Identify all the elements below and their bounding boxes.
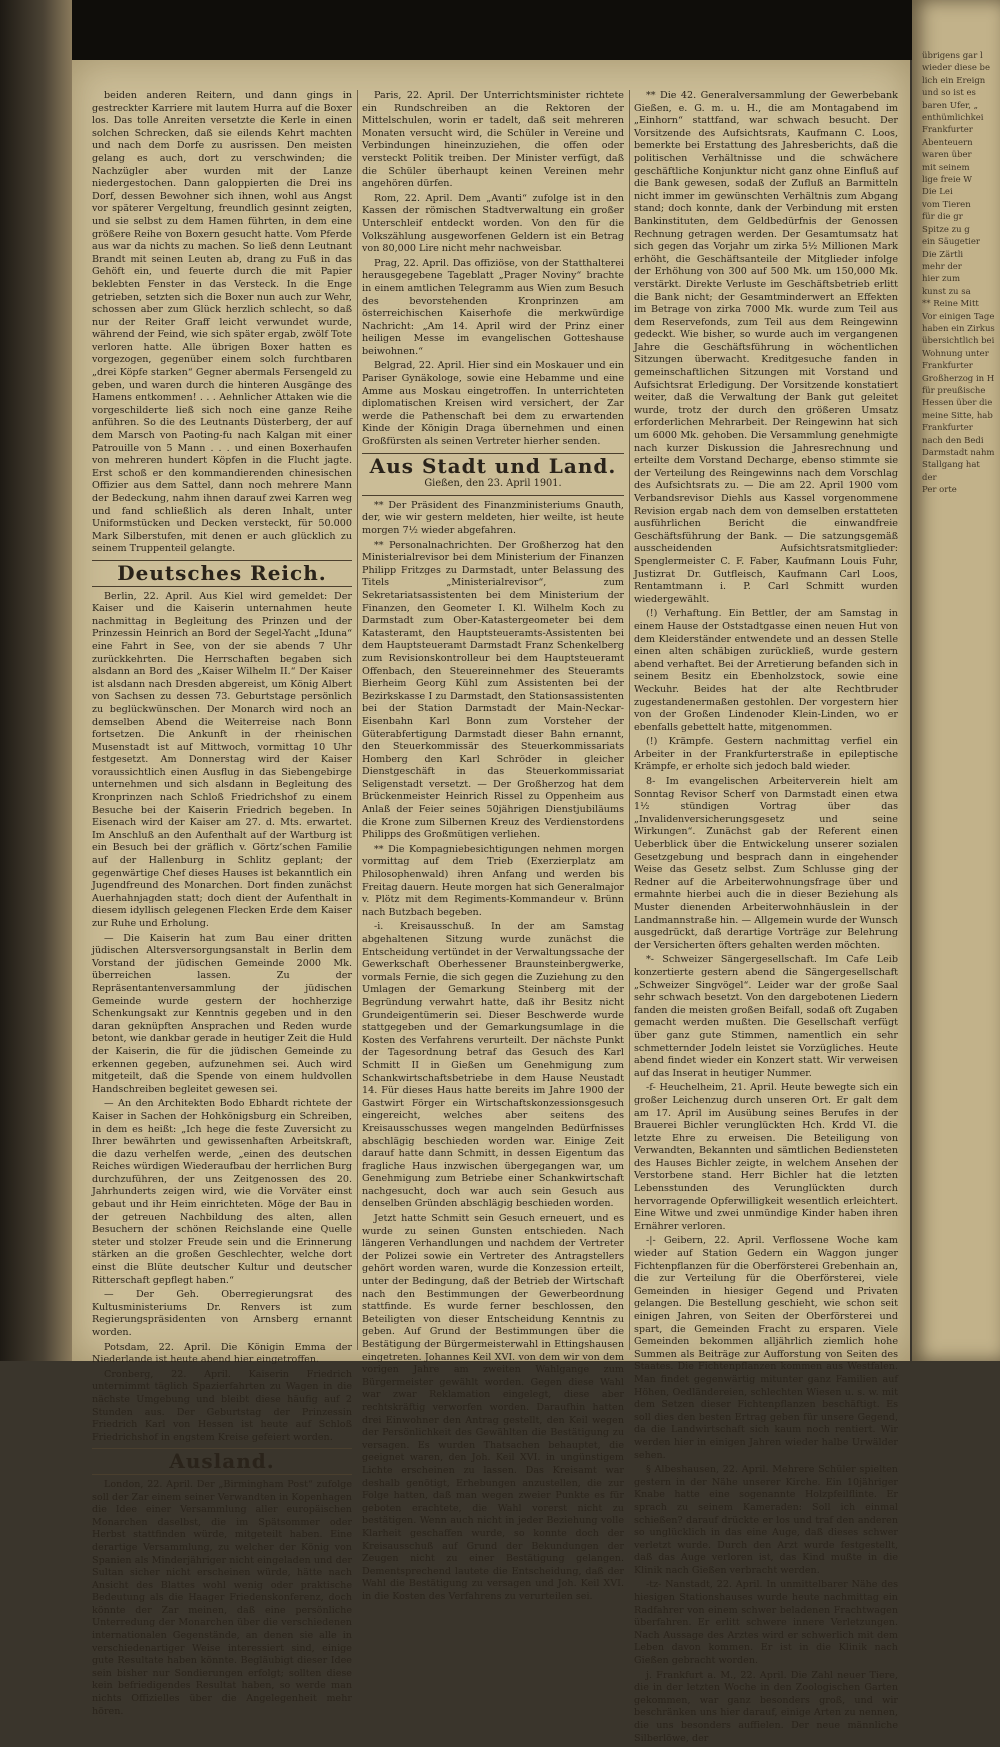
article-prag: Prag, 22. April. Das offiziöse, von der Statthalterei herausgegebene Tageblatt „Prager Noviny“ brachte in einem amtlichen Telegramm aus Wien zum Besuch des bevorstehenden Kronprinzen am österreichischen Kaiserhofe die merkwürdige Nachricht: „Am 14. April wird der Prinz einer heiligen Messe im evangelischen Gotteshause beiwohnen.“ <box>362 257 624 357</box>
article-kreisausschuss: -i. Kreisausschuß. In der am Samstag abgehaltenen Sitzung wurde zunächst die Entscheidung vertündet in der Verwaltungssache der Gewerkschaft Oberhessener Braunsteinbergwerke, vormals Fernie, die sich gegen die Zuziehung zu den Umlagen der Gemarkung Steinberg mit der Begründung verwahrt hatte, daß ihr Besitz nicht Grundeigentümerin sei. Dieser Beschwerde wurde stattgegeben und der Gemarkungsumlage in die Kosten des Verfahrens verurteilt. Der nächste Punkt der Tagesordnung betraf das Gesuch des Karl Schmitt II in Gießen um Genehmigung zum Schankwirtschaftsbetriebe in dem Hause Neustadt 14. Für dieses Haus hatte bereits im Jahre 1900 der Gastwirt Förger ein Wirtschaftskonzessionsgesuch eingereicht, welches aber seitens des Kreisausschusses wegen mangelnden Bedürfnisses abschlägig beschieden worden war. Einige Zeit darauf hatte dann Schmitt, in dessen Eigentum das fragliche Haus inzwischen übergegangen war, um Genehmigung zum Betriebe einer Schankwirtschaft nachgesucht, doch war auch sein Gesuch aus denselben Gründen abschlägig beschieden worden. <box>362 921 624 1210</box>
newspaper-page <box>72 60 910 1744</box>
column-2 <box>362 90 624 1605</box>
dateline: Gießen, den 23. April 1901. <box>424 478 562 490</box>
article-kaiserin: — Die Kaiserin hat zum Bau einer dritten jüdischen Altersversorgungsanstalt in Berlin dem Vorstand der jüdischen Gemeinde 2000 Mk. überreichen lassen. Zu der Repräsentantenversammlung der jüdischen Gemeinde wurde gestern der hochherzige Schenkungsakt zur Kenntnis gegeben und in den daran geknüpften Ansprachen und Reden wurde betont, wie dankbar gerade in heutiger Zeit die Huld der Kaiserin, die für die jüdischen Gemeinde zu erkennen gegeben, aufzunehmen sei. Auch wird mitgeteilt, daß die Spende von einem huldvollen Handschreiben begleitet gewesen sei. <box>92 932 352 1095</box>
article-arbeiterverein: 8- Im evangelischen Arbeiterverein hielt am Sonntag Revisor Scherf von Darmstadt einen etwa 1½ stündigen Vortrag über das „Invalidenversicherungsgesetz und seine Wirkungen“. Zunächst gab der Referent einen Ueberblick über die Entwickelung unserer sozialen Gesetzgebung und besprach dann in eingehender Weise das Gesetz selbst. Zum Schlusse ging der Redner auf die Arbeiterwohnungsfrage über und ermahnte hierbei auch die in dieser Beziehung als Muster dienenden Arbeiterwohnhäuslein in der Landmannstraße hin. — Allgemein wurde der Wunsch ausgedrückt, daß derartige Vorträge zur Belehrung der Versicherten öfters gehalten werden möchten. <box>634 776 898 951</box>
adjacent-page-edge <box>912 0 1000 1361</box>
section-divider <box>92 1474 352 1475</box>
article-cronberg: Cronberg, 22. April. Kaiserin Friedrich unternimmt täglich Spazierfahrten zu Wagen in die nächste Umgebung und bleibt diese häufig auf 2 Stunden aus. Der Geburtstag der Prinzessin Friedrich Karl von Hessen ist heute auf Schloß Friedrichshof in engstem Kreise gefeiert worden. <box>92 1368 352 1443</box>
article-nanstadt: -tz- Nanstadt, 22. April. In unmittelbarer Nähe des hiesigen Stationshauses wurde heute nachmittag ein Radfahrer von einem schwer beladenen Frachtwagen überfahren. Er erlitt schwere innere Verletzungen. Nach Aussage des Arztes wird er schwerlich mit dem Leben davon kommen. Er ist in die Klinik nach Gießen gebracht worden. <box>634 1579 898 1667</box>
article-kreisausschuss-cont: Jetzt hatte Schmitt sein Gesuch erneuert, und es wurde zu seinen Gunsten entschieden. Nach längeren Verhandlungen und nachdem der Vertreter der Polizei sowie ein Vertreter des Antragstellers gehört worden waren, wurde die Konzession erteilt, unter der Bedingung, daß der Betrieb der Wirtschaft nach den Bestimmungen der Gewerbeordnung stattfinde. Es wurde ferner beschlossen, den Beteiligten von dieser Entscheidung Kenntnis zu geben. Auf Grund der Bestimmungen über die Bestätigung der Bürgermeisterwahl in Ettingshausen eingetreten. Johannes Keil XVI. von dem wir von dem vorigen Jahre am zweiten Wahlgange zum Bürgermeister gewählt worden. Gegen diese Wahl war zwar Reklamation eingelegt, diese aber rechtskräftig verworfen worden. Daraufhin hatten drei Einwohner den Antrag gestellt, den Keil wegen der Persönlichkeit des Gewählten die Bestätigung zu versagen. Es wurden Thatsachen behauptet, die geeignet waren, den Joh. Keil XVI. in ungünstigem Lichte erscheinen zu lassen. Das Kreisamt war deshalb genötigt, Erhebungen anzustellen, die zur Folge hatten, daß man wegen zweier Punkte es für geboten erachtete, die Wahl vorerst nicht zu bestätigen. Wenn auch nicht in jeder Beziehung volle Klarheit geschaffen wurde, so konnte doch der Kreisausschuß auf Grund der Bekundungen der Zeugen nicht zu einer Bestätigung gelangen. Dementsprechend lautete die Entscheidung, daß der Wahl die Bestätigung zu versagen und Joh. Keil XVI. in die Kosten des Verfahrens zu verurteilen sei. <box>362 1213 624 1602</box>
article-heuchelheim: -f- Heuchelheim, 21. April. Heute bewegte sich ein großer Leichenzug durch unseren Ort. Er galt dem am 17. April im Ausübung seines Berufes in der Brauerei Bichler verunglückten Hch. Krdd VI. die letzte Ehre zu erweisen. Die Beteiligung von Verwandten, Bekannten und sämtlichen Bediensteten des Hauses Bichler zeigte, in welchem Ansehen der Verstorbene stand. Herr Bichler hat die letzten Lebensstunden des Verunglückten durch hervorragende Opferwilligkeit wesentlich erleichtert. Eine Witwe und zwei unmündige Kinder haben ihren Ernährer verloren. <box>634 1082 898 1232</box>
section-heading-aus-stadt-und-land: Aus Stadt und Land. <box>369 453 617 478</box>
article-ebhardt: — An den Architekten Bodo Ebhardt richtete der Kaiser in Sachen der Hohkönigsburg ein Schreiben, in dem es heißt: „Ich hege die feste Zuversicht zu Ihrer bewährten und gewissenhaften Arbeitskraft, die dazu verhelfen werde, „einen des deutschen Reiches würdigen Wiederaufbau der herrlichen Burg durchzuführen, der uns Zeitgenossen des 20. Jahrhunderts zeigen wird, wie die Vorväter einst gebaut und ihr Heim einrichteten. Möge der Bau in der getreuen Nachbildung des alten, allen Besuchern der schönen Reichslande eine Quelle steter und stolzer Freude sein und die Erinnerung stärken an die großen Geschlechter, welche dort einst die Blüte deutscher Kultur und deutscher Ritterschaft gepflegt haben.“ <box>92 1098 352 1286</box>
column-1 <box>92 90 352 1720</box>
article-london: London, 22. April. Der „Birmingham Post“ zufolge soll der Zar einem seiner Verwandten in Kopenhagen die Idee einer Versammlung aller europäischen Monarchen daselbst, die im Spätsommer oder Herbst stattfinden würde, mitgeteilt haben. Eine derartige Versammlung, zu welcher der König von Spanien als Minderjähriger nicht eingeladen und der Sultan sicher nicht erscheinen würde, hätte nach Ansicht des Blattes wohl wenig oder praktische Bedeutung als die Haager Friedenskonferenz, doch könnte der Zar meinen, daß eine persönliche Unterredung der Monarchen über die verschiedenen internationalen Gegenstände, an denen sie alle in verschiedenartiger Weise interessiert sind, einige gute Resultate haben könnte. Begläubigt dieser Idee sein bisher nur Sondierungen erfolgt; sollten diese kein befriedigendes Resultat haben, so werde man nichts Offizielles über die Angelegenheit mehr hören. <box>92 1478 352 1717</box>
section-divider <box>92 1448 352 1449</box>
column-rule <box>629 90 630 1350</box>
column-3 <box>634 90 898 1747</box>
article-kraempfe: (!) Krämpfe. Gestern nachmittag verfiel ein Arbeiter in der Frankfurterstraße in epileptische Krämpfe, er erholte sich jedoch bald wieder. <box>634 736 898 773</box>
article-saengergesellschaft: *- Schweizer Sängergesellschaft. Im Cafe Leib konzertierte gestern abend die Sängergesellschaft „Schweizer Singvögel“. Leider war der große Saal sehr schwach besetzt. Von den dargebotenen Liedern fanden die meisten großen Beifall, sodaß oft Zugaben gemacht werden mußten. Die Gesellschaft verfügt über ganz gute Stimmen, namentlich ein sehr schmetternder Jodeln leistet sie Vorzügliches. Heute abend findet wieder ein Konzert statt. Wir verweisen auf das Inserat in heutiger Nummer. <box>634 954 898 1079</box>
article-gewerbebank: ** Die 42. Generalversammlung der Gewerbebank Gießen, e. G. m. u. H., die am Montagabend im „Einhorn“ stattfand, war schwach besucht. Der Vorsitzende des Aufsichtsrats, Kaufmann C. Loos, bemerkte bei Erstattung des Jahresberichts, daß die politischen Verhältnisse und die schwächere geschäftliche Konjunktur nicht ganz ohne Einfluß auf die Bank gewesen, sodaß der Zufluß an Barmitteln nicht immer im gewünschten Verhältnis zum Abgang stand; doch konnte, dank der Verbindung mit ersten Bankinstituten, dem Geldbedürfnis der Genossen Rechnung getragen werden. Der Gesamtumsatz hat sich gegen das Vorjahr um zirka 5½ Millionen Mark erhöht, die Geschäftsanteile der Mitglieder infolge der Erhöhung von 300 auf 500 Mk. um 150,000 Mk. verstärkt. Direkte Verluste im Geschäftsbetrieb erlitt die Bank nicht; der Gesamtminderwert an Effekten im Betrage von zirka 7000 Mk. wurde zum Teil aus dem Reservefonds, zum Teil aus dem Reingewinn gedeckt. Wie bisher, so wurde auch im vergangenen Jahre die Geschäftsführung in wöchentlichen Sitzungen überwacht. Kreditgesuche fanden in gemeinschaftlichen Sitzungen mit Vorstand und Aufsichtsrat Erledigung. Der Vorsitzende konstatiert weiter, daß die Verwaltung der Bank gut geleitet wurde, trotz der durch den größeren Umsatz erforderlichen Mehrarbeit. Der Reingewinn hat sich um 6000 Mk. gehoben. Die Versammlung genehmigte nach kurzer Diskussion die Jahresrechnung und erteilte dem Vorstand Decharge, ebenso stimmte sie der Verteilung des Reingewinns nach dem Vorschlag des Aufsichtsrats zu. — Die am 22. April 1900 vom Verbandsrevisor Diehls aus Kassel vorgenommene Revision ergab nach dem von demselben erstatteten ausführlichen Bericht die einwandfreie Geschäftsführung der Bank. — Die satzungsgemäß ausscheidenden Aufsichtsratsmitglieder: Spenglermeister C. F. Faber, Kaufmann Louis Fuhr, Justizrat Dr. Gutfleisch, Kaufmann Carl Loos, Rentamtmann i. P. Carl Schmitt wurden wiedergewählt. <box>634 90 898 605</box>
article-frankfurt: j. Frankfurt a. M., 22. April. Die Zahl neuer Tiere, die in der letzten Woche in den Zoologischen Garten gekommen, war ganz besonders groß, und wir beschränken uns hier darauf, einige Arten zu nennen, die uns besonders auffielen. Der neue männliche Silberlöwe, der <box>634 1669 898 1744</box>
boxer-story-paragraph: beiden anderen Reitern, und dann gings in gestreckter Karriere mit lautem Hurra auf die Boxer los. Das tolle Anreiten versetzte die Kerle in einen solchen Schrecken, daß sie eilends Kehrt machten und nach dem Dorfe zu ausrissen. Den meisten gelang es auch, dort zu verschwinden; die Nachzügler aber wurden mit der Lanze niedergestochen. Dann galoppierten die Drei ins Dorf, dessen Bewohner sich ihnen, wohl aus Angst vor späterer Vergeltung, freundlich gesinnt zeigten, und sie selbst zu dem Hamen führten, in dem eine größere Reihe von Boxern gesucht hatte. Vom Pferde aus war da nichts zu machen. So ließ denn Leutnant Brandt mit seinen Leuten ab, drang zu Fuß in das Gehöft ein, und feuerte durch die mit Papier beklebten Fenster in das Versteck. In die Enge getrieben, setzten sich die Boxer nun auch zur Wehr, schossen aber zum Glück herzlich schlecht, so daß nur der Reiter Graff leicht verwundet wurde, während der Feind, wie sich später ergab, zwölf Tote verloren hatte. Alle übrigen Boxer hatten es vorgezogen, gegenüber einem solch furchtbaren „drei Köpfe starken“ Gegner abermals Fersengeld zu geben, und waren durch die hinteren Ausgänge des Hamens entkommen! . . . Aehnlicher Attaken wie die vorgeschilderte ließ sich noch eine ganze Reihe anführen. So die des Leutnants Düsterberg, der auf dem Marsch von Paoting-fu nach Kalgan mit einer Patrouille von 5 Mann . . . und einen Boxerhaufen von mehreren hundert Köpfen in die Flucht jagte. Erst schoß er den kommandierenden chinesischen Offizier aus dem Sattel, dann noch mehrere Mann der Bedeckung, nahm ihnen darauf zwei Karren weg und fand schließlich als deren Inhalt, unter Uniformstücken und Decken versteckt, für 50.000 Mark Silberstufen, mit denen er auch glücklich zu seinem Truppenteil gelangte. <box>92 90 352 555</box>
article-finanzminister: ** Der Präsident des Finanzministeriums Gnauth, der, wie wir gestern meldeten, hier weilte, ist heute morgen 7½ wieder abgefahren. <box>362 499 624 536</box>
article-verhaftung: (!) Verhaftung. Ein Bettler, der am Samstag in einem Hause der Oststadtgasse einen neuen Hut von dem Kleiderständer entwendete und an dessen Stelle einen alten schäbigen zurückließ, wurde gestern abend verhaftet. Bei der Arretierung befanden sich in seinem Besitz ein Ebenholzstock, sowie eine Weckuhr. Beides hat der alte Rechtbruder zugestandenermaßen gestohlen. Der vorgestern hier von der Großen Lindenoder Klein-Linden, wo er ebenfalls gebettelt hatte, mitgenommen. <box>634 608 898 733</box>
article-albeshausen: § Albeshausen, 22. April. Mehrere Schüler spielten gestern in der Nähe unserer Kirche. Ein 10jähriger Knabe hatte eine sogenannte Holzpfeilflinte. Er sprach zu seinem Kameraden: Soll ich einmal schießen? darauf drückte er los und traf den anderen so unglücklich in das eine Auge, daß dieses schwer verletzt wurde. Durch den Arzt wurde festgestellt, daß das Auge verloren ist, das Kind mußte in die Klinik nach Gießen verbracht werden. <box>634 1464 898 1576</box>
section-heading-ausland: Ausland. <box>169 1449 275 1474</box>
binding-gutter <box>0 0 72 1361</box>
scan-top-border <box>72 0 912 60</box>
article-renvers: — Der Geh. Oberregierungsrat des Kultusministeriums Dr. Renvers ist zum Regierungspräsidenten von Arnsberg ernannt worden. <box>92 1289 352 1338</box>
article-personalnachrichten: ** Personalnachrichten. Der Großherzog hat den Ministerialrevisor bei dem Ministerium der Finanzen Philipp Fritzges zu Darmstadt, unter Belassung des Titels „Ministerialrevisor“, zum Sekretariatsassistenten bei dem Ministerium der Finanzen, den Geometer I. Kl. Wilhelm Koch zu Darmstadt zum Ober-Katastergeometer bei dem Katasteramt, den Hauptsteueramts-Assistenten bei dem Hauptsteueramt Darmstadt Franz Schenkelberg zum Revisionskontrolleur bei dem Hauptsteueramt Offenbach, den Steuereinnehmer des Steueramts Bierheim Georg Kühl zum Assistenten bei der Bezirkskasse I zu Darmstadt, den Stationsassistenten bei der Station Darmstadt der Main-Neckar-Eisenbahn Karl Bonn zum Vorsteher der Güterabfertigung Darmstadt dieser Bahn ernannt, den Steuerkommissär des Steuerkommissariats Homberg den Karl Schröder in gleicher Dienstgeschäft in das Steuerkommissariat Seligenstadt versetzt. — Der Großherzog hat dem Brückenmeister Heinrich Rissel zu Oppenheim aus Anlaß der Feier seines 50jährigen Dienstjubiläums die Krone zum Silbernen Kreuz des Verdienstordens Philipps des Großmütigen verliehen. <box>362 539 624 841</box>
article-belgrad: Belgrad, 22. April. Hier sind ein Moskauer und ein Pariser Gynäkologe, sowie eine Hebamme und eine Amme aus Moskau eingetroffen. In unterrichteten diplomatischen Kreisen wird versichert, der Zar werde die Pathenschaft bei dem zu erwartenden Kinde der Königin Draga übernehmen und einen Großfürsten als seinen Vertreter hierher senden. <box>362 360 624 448</box>
section-heading-deutsches-reich: Deutsches Reich. <box>117 560 327 585</box>
column-rule <box>357 90 358 1350</box>
article-paris: Paris, 22. April. Der Unterrichtsminister richtete ein Rundschreiben an die Rektoren der Mittelschulen, worin er tadelt, daß seit mehreren Monaten versucht wird, die Schüler in Vereine und Verbindungen hineinzuziehen, die offen oder versteckt Politik treiben. Der Minister verfügt, daß die Schüler überhaupt keinen Vereinen mehr angehören dürfen. <box>362 90 624 190</box>
article-potsdam: Potsdam, 22. April. Die Königin Emma der Niederlande ist heute abend hier eingetroffen. <box>92 1341 352 1366</box>
article-gedern: -|- Geibern, 22. April. Verflossene Woche kam wieder auf Station Gedern ein Waggon junger Fichtenpflanzen für die Oberförsterei Grebenhain an, die zur Verteilung für die Oberförsterei, viele Gemeinden in hiesiger Gegend und Privaten gelangen. Die Bestellung geschieht, wie schon seit einigen Jahren, von Seiten der Oberförsterei und spart, die Gemeinden Fracht zu ersparen. Viele Gemeinden bekommen alljährlich ziemlich hohe Summen als Beiträge zur Aufforstung von Seiten des Staates. Die Fichtenpflanzen kommen aus Westfalen. Man findet gegenwärtig mitunter ganz Familien auf Höhen, Oedländereien, schlechten Wiesen u. s. w. mit dem Setzen dieser Fichtenpflanzen beschäftigt. Es soll dies den besten Ertrag geben für unsere Gegend, da die Landwirtschaft sich kaum noch rentiert. Wir werden hier in einigen Jahren wieder halbe Urwälder sehen. <box>634 1235 898 1461</box>
adjacent-page-text: übrigens gar l wieder diese be lich ein Ereign und so ist es baren Ufer, „ enthümlichkei Frankfurter Abenteuern waren über mit seinem lige freie W Die Lei vom Tieren für die gr Spitze zu g ein Säugetier Die Zärtli mehr der hier zum kunst zu sa ** Reine Mitt Vor einigen Tage haben ein Zirkus übersichtlich bei Wohnung unter Frankfurter Großherzog in H für preußische Hessen über die meine Sitte, hab Frankfurter nach den Bedi Darmstadt nahm Stallgang hat der Per orte <box>922 51 995 496</box>
section-divider <box>92 586 352 587</box>
article-berlin: Berlin, 22. April. Aus Kiel wird gemeldet: Der Kaiser und die Kaiserin unternahmen heute nachmittag in Begleitung des Prinzen und der Prinzessin Heinrich an Bord der Segel-Yacht „Iduna“ eine Fahrt in See, von der sie abends 7 Uhr zurückkehrten. Die Herrschaften begaben sich alsdann an Bord des „Kaiser Wilhelm II.“ Der Kaiser ist alsdann nach Dresden abgereist, um König Albert von Sachsen zu dessen 73. Geburtstage persönlich zu beglückwünschen. Der Monarch wird noch an demselben Abend die Weiterreise nach Bonn fortsetzen. Die Ankunft in der rheinischen Musenstadt ist auf Mittwoch, vormittag 10 Uhr festgesetzt. Am Donnerstag wird der Kaiser voraussichtlich einen Ausflug in das Siebengebirge unternehmen und sich alsdann in Begleitung des Kronprinzen nach Schloß Friedrichshof zu einem Besuche bei der Kaiserin Friedrich begeben. In Eisenach wird der Kaiser am 27. d. Mts. erwartet. Im Anschluß an den Aufenthalt auf der Wartburg ist ein Besuch bei der gräflich v. Görtz’schen Familie auf der Hallenburg in Schlitz geplant; der gegenwärtige Chef dieses Hauses ist bekanntlich ein Jugendfreund des Monarchen. Dort finden zunächst Auerhahnjagden statt; doch dient der Aufenthalt in diesem idyllisch gelegenen Flecken Erde dem Kaiser zur Ruhe und Erholung. <box>92 590 352 929</box>
section-divider <box>362 495 624 496</box>
article-kompagnie: ** Die Kompagniebesichtigungen nehmen morgen vormittag auf dem Trieb (Exerzierplatz am Philosophenwald) ihren Anfang und werden bis Freitag dauern. Heute morgen hat sich Generalmajor v. Plötz mit dem Regiments-Kommandeur v. Brünn nach Butzbach begeben. <box>362 843 624 918</box>
article-rom: Rom, 22. April. Dem „Avanti“ zufolge ist in den Kassen der römischen Stadtverwaltung ein großer Unterschleif entdeckt worden. Von den für die Volkszählung ausgeworfenen Geldern ist ein Betrag von 80,000 Lire nicht mehr nachweisbar. <box>362 192 624 255</box>
